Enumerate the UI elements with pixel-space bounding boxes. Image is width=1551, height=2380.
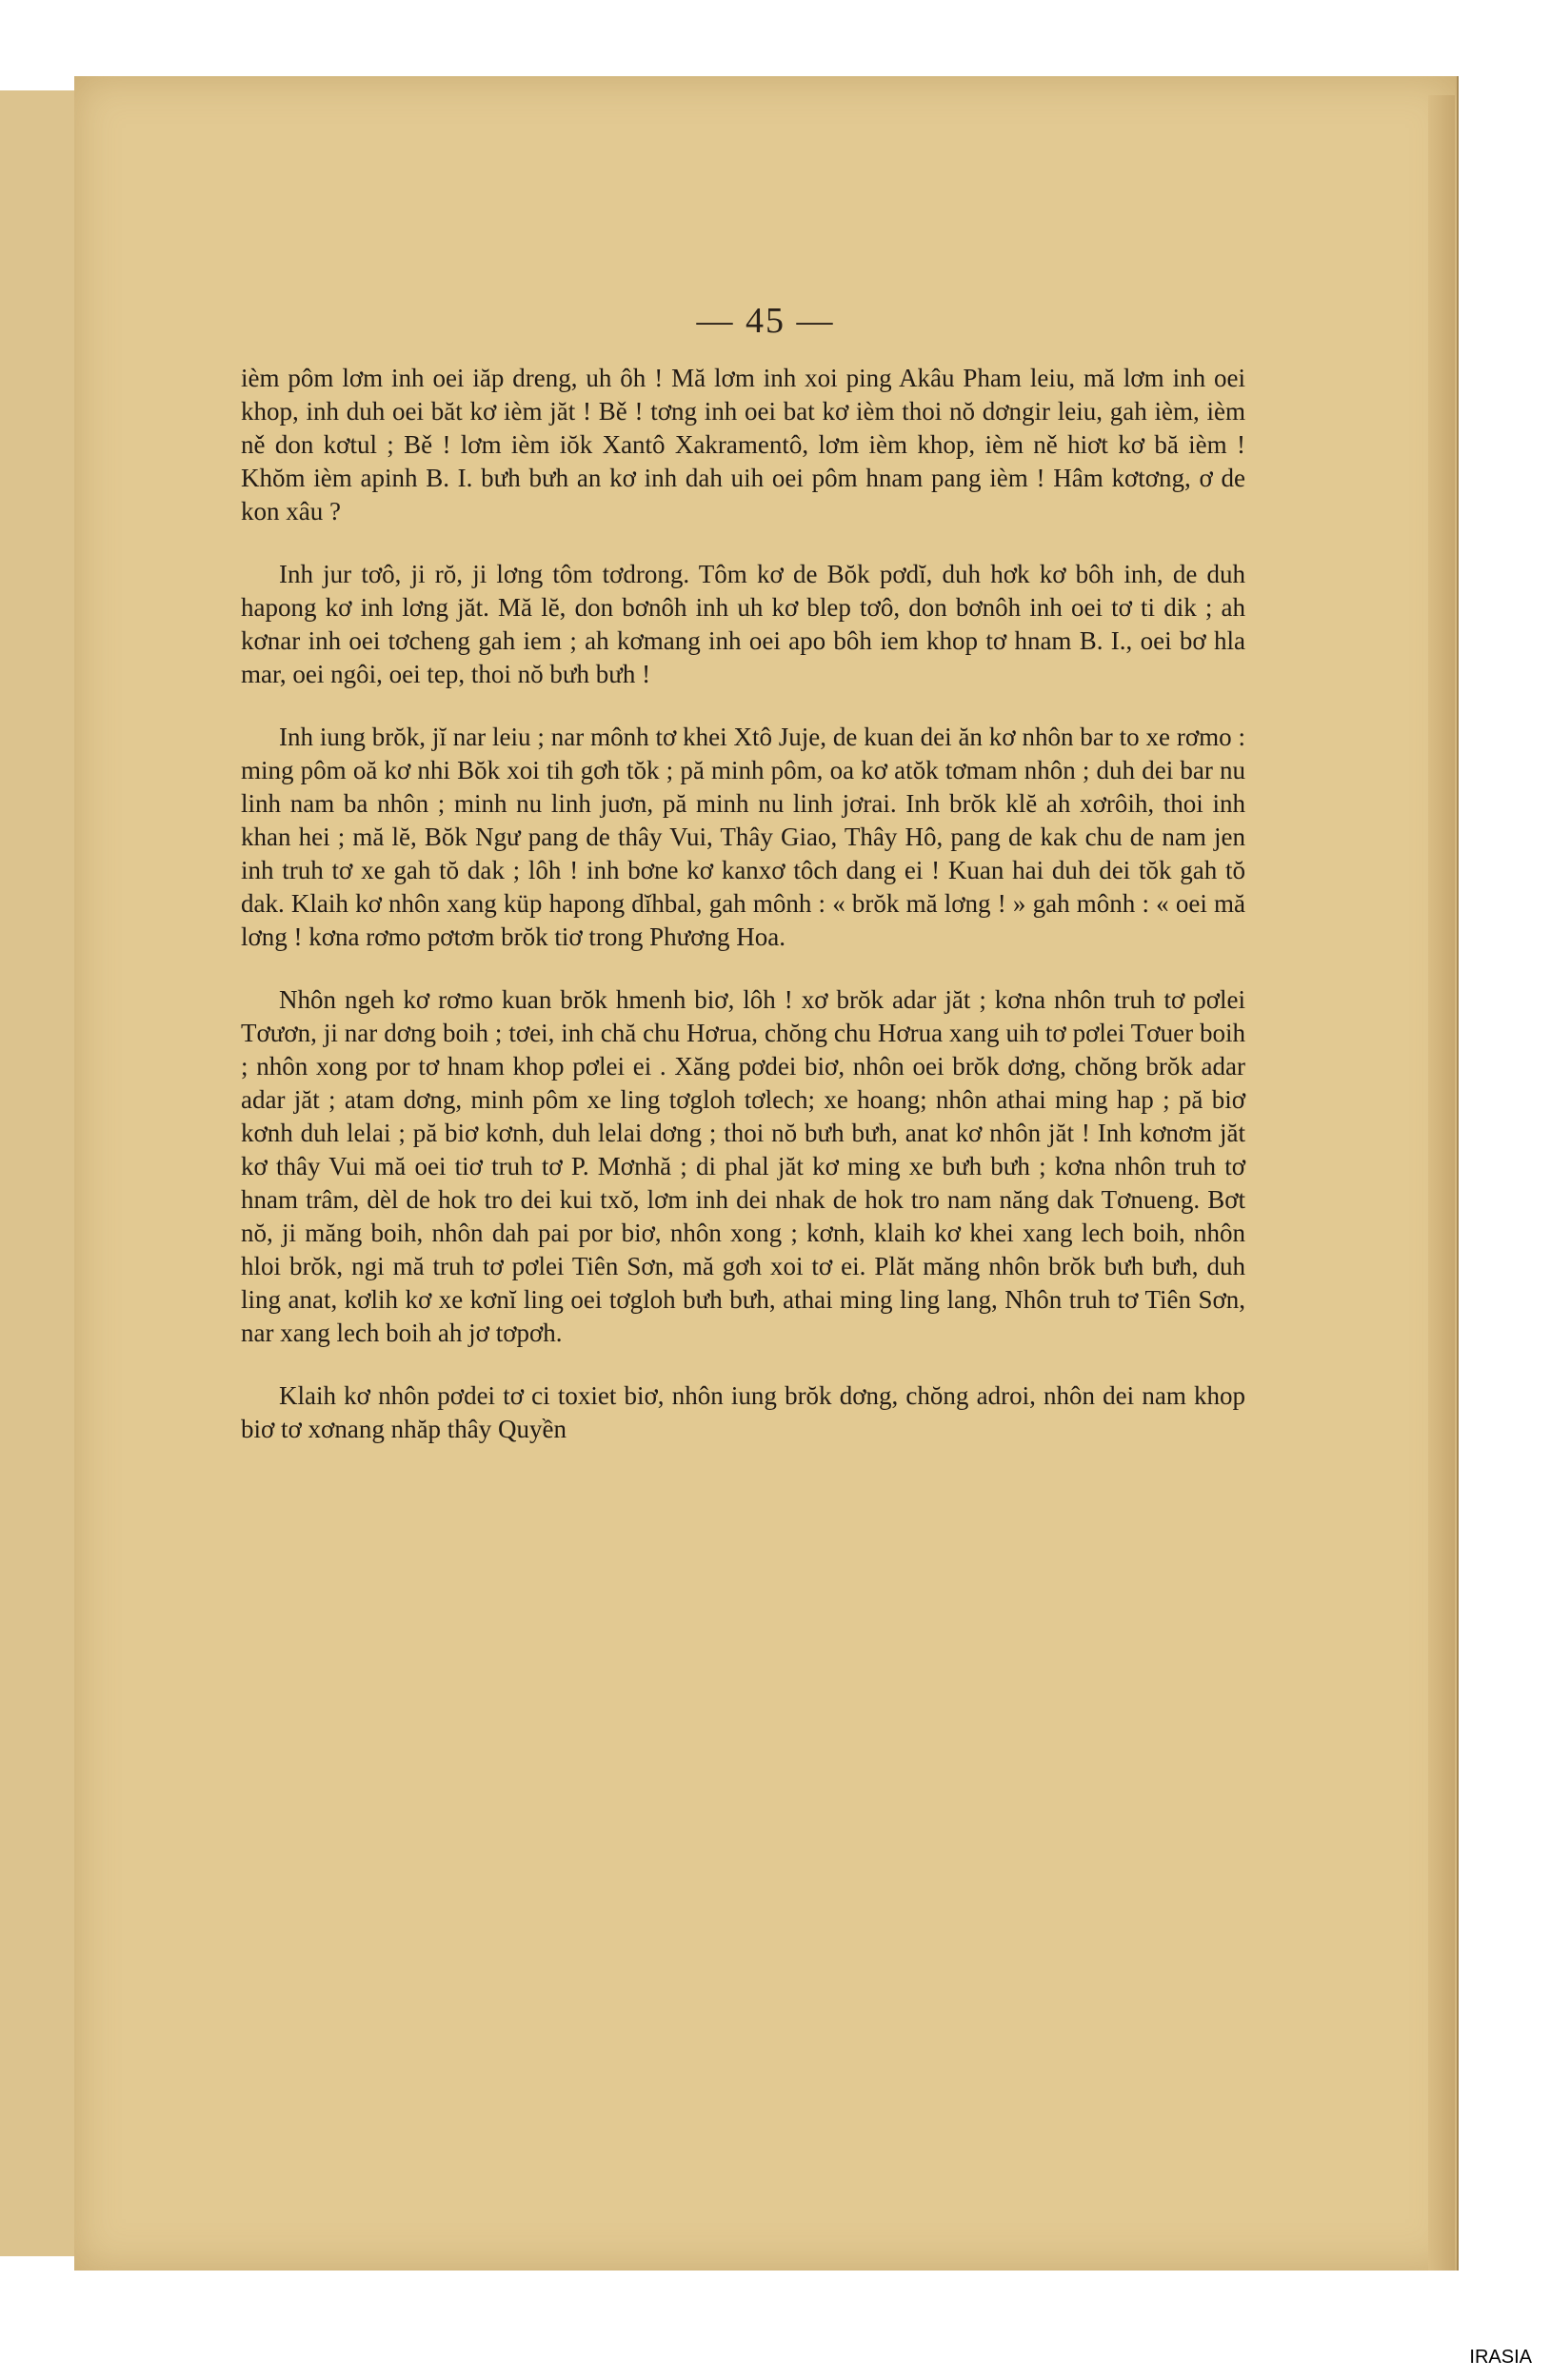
paragraph-4: Nhôn ngeh kơ rơmo kuan brŏk hmenh biơ, lôh ! xơ brŏk adar jăt ; kơna nhôn truh tơ pơlei Tơươn, ji nar dơng boih ; tơei, inh chă chu Hơrua, chŏng chu Hơrua xang uih tơ pơlei Tơuer boih ; nhôn xong por tơ hnam khop pơlei ei . Xăng pơdei biơ, nhôn oei brŏk dơng, chŏng brŏk adar adar jăt ; atam dơng, minh pôm xe ling tơgloh tơlech; xe hoang; nhôn athai ming hap ; pă biơ kơnh duh lelai ; pă biơ kơnh, duh lelai dơng ; thoi nŏ bưh bưh, anat kơ nhôn jăt ! Inh kơnơm jăt kơ thây Vui mă oei tiơ truh tơ P. Mơnhă ; di phal jăt kơ ming xe bưh bưh ; kơna nhôn truh tơ hnam trâm, dèl de hok tro dei kui txŏ, lơm inh dei nhak de hok tro nam năng dak Tơnueng. Bơt nŏ, ji măng boih, nhôn dah pai por biơ, nhôn xong ; kơnh, klaih kơ khei xang lech boih, nhôn hloi brŏk, ngi mă truh tơ pơlei Tiên Sơn, mă gơh xoi tơ ei. Plăt măng nhôn brŏk bưh bưh, duh ling anat, kơlih kơ xe kơnĭ ling oei tơgloh bưh bưh, athai ming ling lang, Nhôn truh tơ Tiên Sơn, nar xang lech boih ah jơ tơpơh. bbox=[241, 985, 1245, 1347]
page-fore-edge bbox=[1428, 95, 1455, 2271]
source-watermark: IRASIA bbox=[1469, 2347, 1532, 2368]
page-number: — 45 — bbox=[696, 301, 835, 341]
book-page bbox=[74, 76, 1459, 2271]
paragraph-5: Klaih kơ nhôn pơdei tơ ci toxiet biơ, nhôn iung brŏk dơng, chŏng adroi, nhôn dei nam khop biơ tơ xơnang nhăp thây Quyền bbox=[241, 1381, 1245, 1443]
paragraph-2: Inh jur tơô, ji rŏ, ji lơng tôm tơdrong. Tôm kơ de Bŏk pơdĭ, duh hơk kơ bôh inh, de duh hapong kơ inh lơng jăt. Mă lĕ, don bơnôh inh uh kơ blep tơô, don bơnôh inh oei tơ ti dik ; ah kơnar inh oei tơcheng gah iem ; ah kơmang inh oei apo bôh iem khop tơ hnam B. I., oei bơ hla mar, oei ngôi, oei tep, thoi nŏ bưh bưh ! bbox=[241, 560, 1245, 688]
paragraph-1: ièm pôm lơm inh oei iăp dreng, uh ôh ! Mă lơm inh xoi ping Akâu Pham leiu, mă lơm inh oei khop, inh duh oei băt kơ ièm jăt ! Bě ! tơng inh oei bat kơ ièm thoi nŏ dơngir leiu, gah ièm, ièm ně don kơtul ; Bě ! lơm ièm iŏk Xantô Xakramentô, lơm ièm khop, ièm ně hiơt kơ bă ièm ! Khŏm ièm apinh B. I. bưh bưh an kơ inh dah uih oei pôm hnam pang ièm ! Hâm kơtơng, ơ de kon xâu ? bbox=[241, 364, 1245, 526]
paragraph-3: Inh iung brŏk, jĭ nar leiu ; nar mônh tơ khei Xtô Juje, de kuan dei ăn kơ nhôn bar to xe rơmo : ming pôm oă kơ nhi Bŏk xoi tih gơh tŏk ; pă minh pôm, oa kơ atŏk tơmam nhôn ; duh dei bar nu linh nam ba nhôn ; minh nu linh juơn, pă minh nu linh jơrai. Inh brŏk klĕ ah xơrôih, thoi inh khan hei ; mă lĕ, Bŏk Ngư pang de thây Vui, Thây Giao, Thây Hô, pang de kak chu de nam jen inh truh tơ xe gah tŏ dak ; lôh ! inh bơne kơ kanxơ tôch dang ei ! Kuan hai duh dei tŏk gah tŏ dak. Klaih kơ nhôn xang küp hapong dĭhbal, gah mônh : « brŏk mă lơng ! » gah mônh : « oei mă lơng ! kơna rơmo pơtơm brŏk tiơ trong Phương Hoa. bbox=[241, 723, 1245, 951]
page-body bbox=[241, 362, 1245, 1476]
previous-page-edge bbox=[0, 90, 76, 2256]
